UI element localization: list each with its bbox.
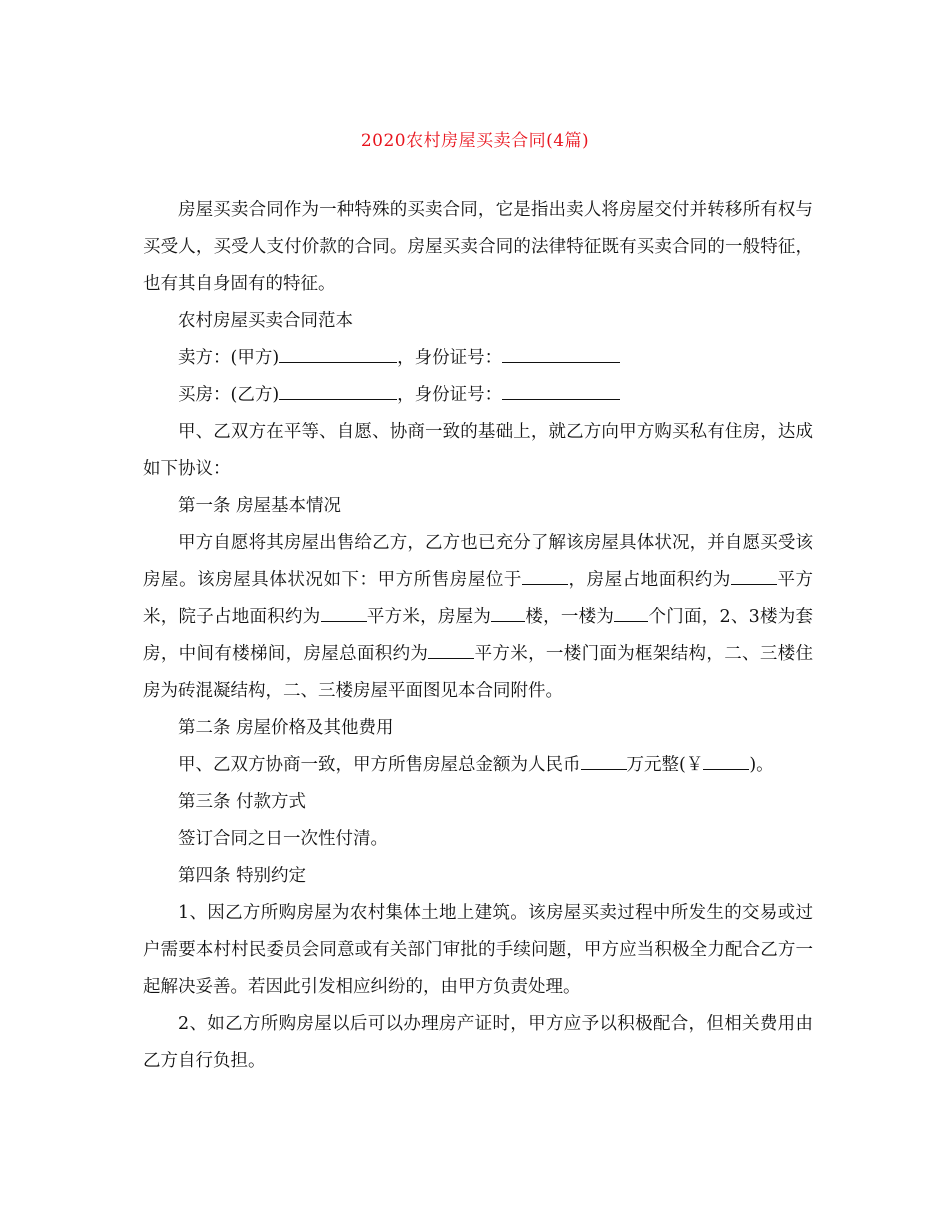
buyer-line <box>143 377 813 414</box>
price-blank <box>581 752 627 770</box>
agreement-paragraph: 甲、乙双方在平等、自愿、协商一致的基础上，就乙方向甲方购买私有住房，达成如下协议： <box>143 422 813 479</box>
buyer-id-label: ，身份证号： <box>397 385 503 405</box>
article1-heading: 第一条 房屋基本情况 <box>178 496 342 516</box>
article3-heading: 第三条 付款方式 <box>178 792 307 812</box>
seller-label: 卖方：(甲方) <box>178 348 280 368</box>
seller-id-blank <box>502 345 620 363</box>
buyer-name-blank <box>279 382 397 400</box>
article1-text-4: 平方米，房屋为 <box>366 607 492 627</box>
total-area-blank <box>428 641 474 659</box>
buyer-id-blank <box>502 382 620 400</box>
seller-line <box>143 340 813 377</box>
seller-name-blank <box>279 345 397 363</box>
document-body <box>143 192 813 1080</box>
article4-heading: 第四条 特别约定 <box>178 866 307 886</box>
seller-id-label: ，身份证号： <box>397 348 503 368</box>
article1-text-3: 平方米，院子占地面积约为 <box>143 570 814 627</box>
article2-paragraph <box>143 747 813 784</box>
article4-item-2: 2、如乙方所购房屋以后可以办理房产证时，甲方应予以积极配合，但相关费用由乙方自行负担。 <box>143 1014 813 1071</box>
floors-blank <box>491 604 525 622</box>
article1-text-1: 甲方自愿将其房屋出售给乙方，乙方也已充分了解该房屋具体状况，并自愿买受该房屋。该房屋具体状况如下：甲方所售房屋位于 <box>143 533 813 590</box>
article2-text-2: 万元整(￥ <box>626 755 704 775</box>
article1-text-2: ，房屋占地面积约为 <box>567 570 731 590</box>
storefront-count-blank <box>614 604 648 622</box>
intro-paragraph: 房屋买卖合同作为一种特殊的买卖合同，它是指出卖人将房屋交付并转移所有权与买受人，买受人支付价款的合同。房屋买卖合同的法律特征既有买卖合同的一般特征，也有其自身固有的特征。 <box>143 200 813 294</box>
land-area-blank <box>731 567 777 585</box>
article2-text-3: )。 <box>749 755 774 775</box>
article1-text-6: 个门面，2、3楼为套房，中间有楼梯间，房屋总面积约为 <box>143 607 814 664</box>
article4-item-1: 1、因乙方所购房屋为农村集体土地上建筑。该房屋买卖过程中所发生的交易或过户需要本村村民委员会同意或有关部门审批的手续问题，甲方应当积极全力配合乙方一起解决妥善。若因此引发相应纠纷的，由甲方负责处理。 <box>143 903 813 997</box>
location-blank <box>522 567 568 585</box>
article1-text-7: 平方米，一楼门面为框架结构，二、三楼住房为砖混凝结构，二、三楼房屋平面图见本合同附件。 <box>143 644 814 701</box>
article1-paragraph <box>143 525 813 710</box>
document-title: 2020农村房屋买卖合同(4篇) <box>360 131 590 151</box>
article2-heading: 第二条 房屋价格及其他费用 <box>178 718 394 738</box>
buyer-label: 买房：(乙方) <box>178 385 280 405</box>
price-figure-blank <box>703 752 749 770</box>
article1-text-5: 楼，一楼为 <box>525 607 615 627</box>
template-heading: 农村房屋买卖合同范本 <box>178 311 353 331</box>
article2-text-1: 甲、乙双方协商一致，甲方所售房屋总金额为人民币 <box>178 755 581 775</box>
article3-paragraph: 签订合同之日一次性付清。 <box>178 829 388 849</box>
yard-area-blank <box>321 604 367 622</box>
